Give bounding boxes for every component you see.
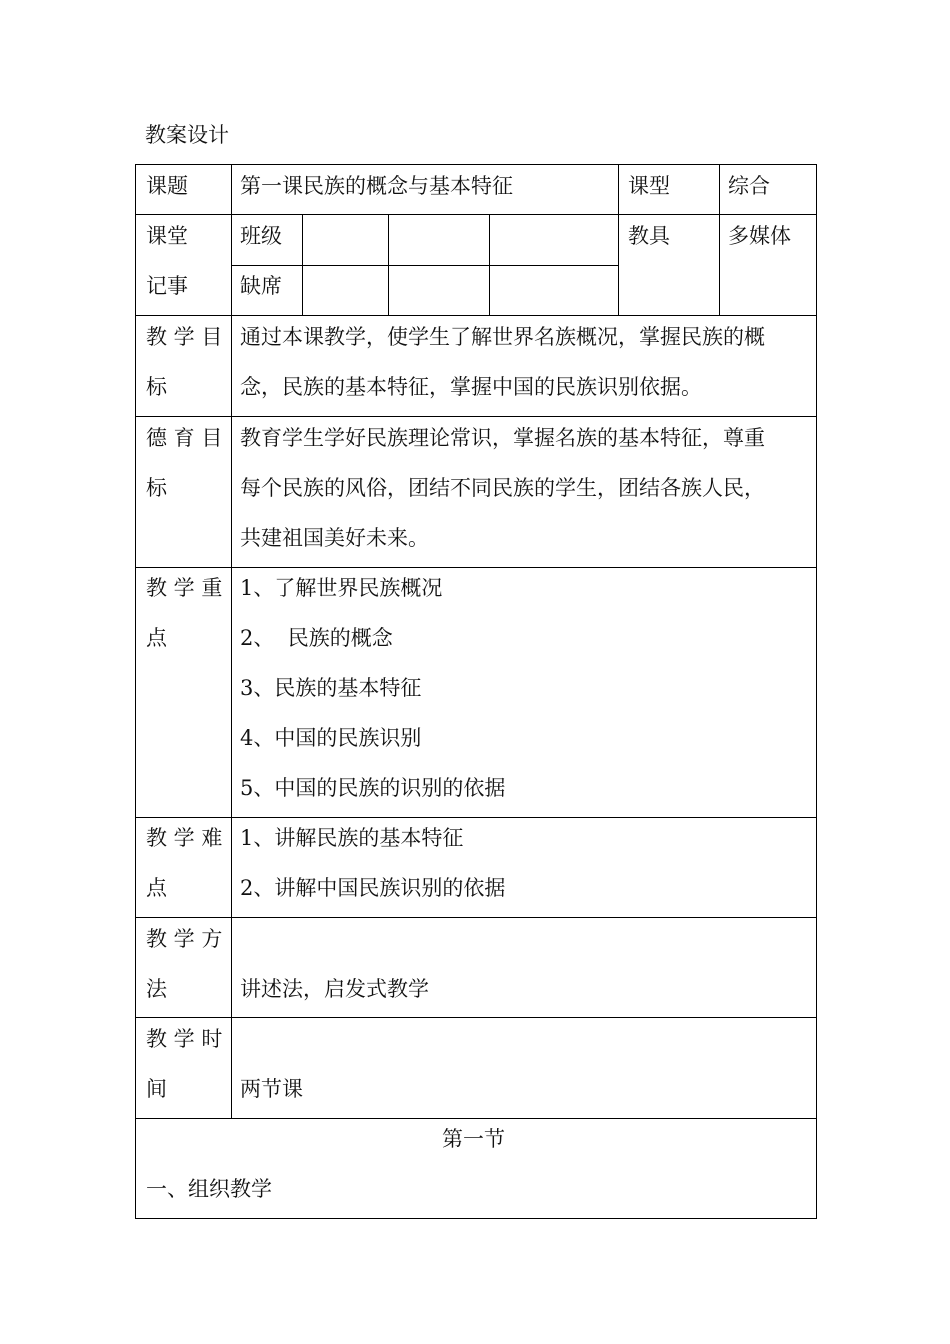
key-point-item: 1、了解世界民族概况 bbox=[240, 576, 443, 600]
topic-label: 课题 bbox=[146, 174, 188, 198]
moral-goal-text: 教育学生学好民族理论常识，掌握名族的基本特征，尊重 bbox=[240, 426, 765, 450]
classroom-record-label: 记事 bbox=[146, 274, 188, 298]
table-border-right bbox=[816, 164, 817, 1219]
key-points-label: 教 学 重 bbox=[146, 576, 223, 600]
table-rule bbox=[135, 1017, 817, 1018]
table-rule bbox=[135, 817, 817, 818]
teaching-method-label: 教 学 方 bbox=[146, 927, 223, 951]
teaching-method-label: 法 bbox=[146, 977, 167, 1001]
key-point-item: 4、中国的民族识别 bbox=[240, 726, 422, 750]
teaching-goal-label: 教 学 目 bbox=[146, 325, 223, 349]
moral-goal-label: 德 育 目 bbox=[146, 426, 223, 450]
topic-value: 第一课民族的概念与基本特征 bbox=[240, 174, 513, 198]
class-label: 班级 bbox=[240, 224, 282, 248]
key-point-item: 3、民族的基本特征 bbox=[240, 676, 422, 700]
section-first-item: 一、组织教学 bbox=[146, 1177, 272, 1201]
lesson-type-value: 综合 bbox=[728, 174, 770, 198]
lesson-type-label: 课型 bbox=[628, 174, 670, 198]
document-title: 教案设计 bbox=[145, 123, 229, 147]
teaching-goal-label: 标 bbox=[146, 375, 167, 399]
table-rule bbox=[135, 416, 817, 417]
table-rule bbox=[618, 164, 619, 315]
difficulty-item: 1、讲解民族的基本特征 bbox=[240, 826, 464, 850]
difficulty-item: 2、讲解中国民族识别的依据 bbox=[240, 876, 506, 900]
table-rule bbox=[302, 214, 303, 315]
table-rule bbox=[135, 315, 817, 316]
table-rule bbox=[135, 917, 817, 918]
key-point-item: 5、中国的民族的识别的依据 bbox=[240, 776, 506, 800]
moral-goal-text: 每个民族的风俗，团结不同民族的学生，团结各族人民， bbox=[240, 476, 765, 500]
table-rule bbox=[388, 214, 389, 315]
table-rule bbox=[489, 214, 490, 315]
teaching-time-label: 教 学 时 bbox=[146, 1027, 223, 1051]
table-rule bbox=[231, 164, 232, 1118]
difficulties-label: 教 学 难 bbox=[146, 826, 223, 850]
table-rule bbox=[135, 1118, 817, 1119]
key-points-label: 点 bbox=[146, 626, 167, 650]
table-border-left bbox=[135, 164, 136, 1219]
difficulties-label: 点 bbox=[146, 876, 167, 900]
section-heading: 第一节 bbox=[442, 1127, 505, 1151]
table-border-bottom bbox=[135, 1218, 817, 1219]
moral-goal-text: 共建祖国美好未来。 bbox=[240, 526, 429, 550]
table-rule bbox=[719, 164, 720, 315]
teaching-time-label: 间 bbox=[146, 1077, 167, 1101]
teaching-tools-label: 教具 bbox=[628, 224, 670, 248]
teaching-tools-value: 多媒体 bbox=[728, 224, 791, 248]
table-rule bbox=[135, 214, 817, 215]
table-rule bbox=[231, 265, 618, 266]
teaching-goal-text: 通过本课教学，使学生了解世界名族概况，掌握民族的概 bbox=[240, 325, 765, 349]
teaching-time-value: 两节课 bbox=[240, 1077, 303, 1101]
teaching-goal-text: 念，民族的基本特征，掌握中国的民族识别依据。 bbox=[240, 375, 702, 399]
key-point-item: 2、 民族的概念 bbox=[240, 626, 393, 650]
table-rule bbox=[135, 567, 817, 568]
teaching-method-value: 讲述法，启发式教学 bbox=[240, 977, 429, 1001]
classroom-record-label: 课堂 bbox=[146, 224, 188, 248]
table-border-top bbox=[135, 164, 817, 165]
moral-goal-label: 标 bbox=[146, 476, 167, 500]
absent-label: 缺席 bbox=[240, 274, 282, 298]
